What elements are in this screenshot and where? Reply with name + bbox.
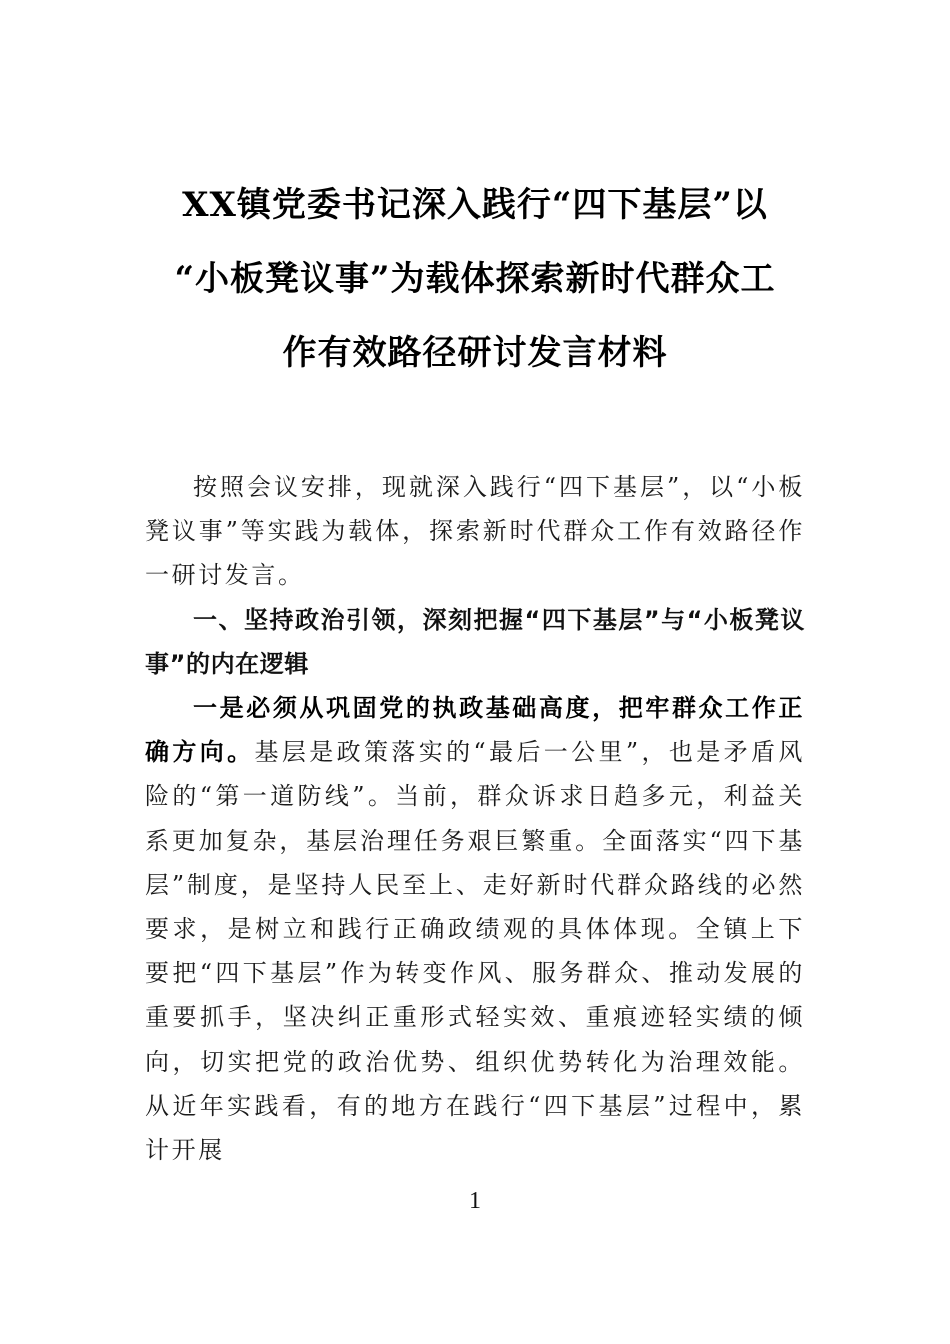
- paragraph-lead: 一是必须从巩固党的执政基础高度，把牢群众工作正确方向。: [145, 693, 805, 767]
- title-line: XX镇党委书记深入践行“四下基层”以: [182, 185, 768, 225]
- title-line: “小板凳议事”为载体探索新时代群众工: [174, 259, 776, 299]
- title-line: 作有效路径研讨发言材料: [282, 333, 668, 373]
- intro-paragraph: 按照会议安排，现就深入践行“四下基层”，以“小板凳议事”等实践为载体，探索新时代群众工作有效路径作一研讨发言。: [145, 473, 805, 590]
- section-heading: 一、坚持政治引领，深刻把握“四下基层”与“小板凳议事”的内在逻辑: [145, 605, 805, 678]
- document-body: [145, 465, 805, 1172]
- body-paragraph: [145, 686, 805, 1172]
- paragraph-text: 基层是政策落实的“最后一公里”，也是矛盾风险的“第一道防线”。当前，群众诉求日趋多元，利益关系更加复杂，基层治理任务艰巨繁重。全面落实“四下基层”制度，是坚持人民至上、走好新时代群众路线的必然要求，是树立和践行正确政绩观的具体体现。全镇上下要把“四下基层”作为转变作风、服务群众、推动发展的重要抓手，坚决纠正重形式轻实效、重痕迹轻实绩的倾向，切实把党的政治优势、组织优势转化为治理效能。从近年实践看，有的地方在践行“四下基层”过程中，累计开展: [145, 738, 805, 1165]
- document-title: [110, 168, 840, 390]
- page-number: 1: [469, 1188, 481, 1214]
